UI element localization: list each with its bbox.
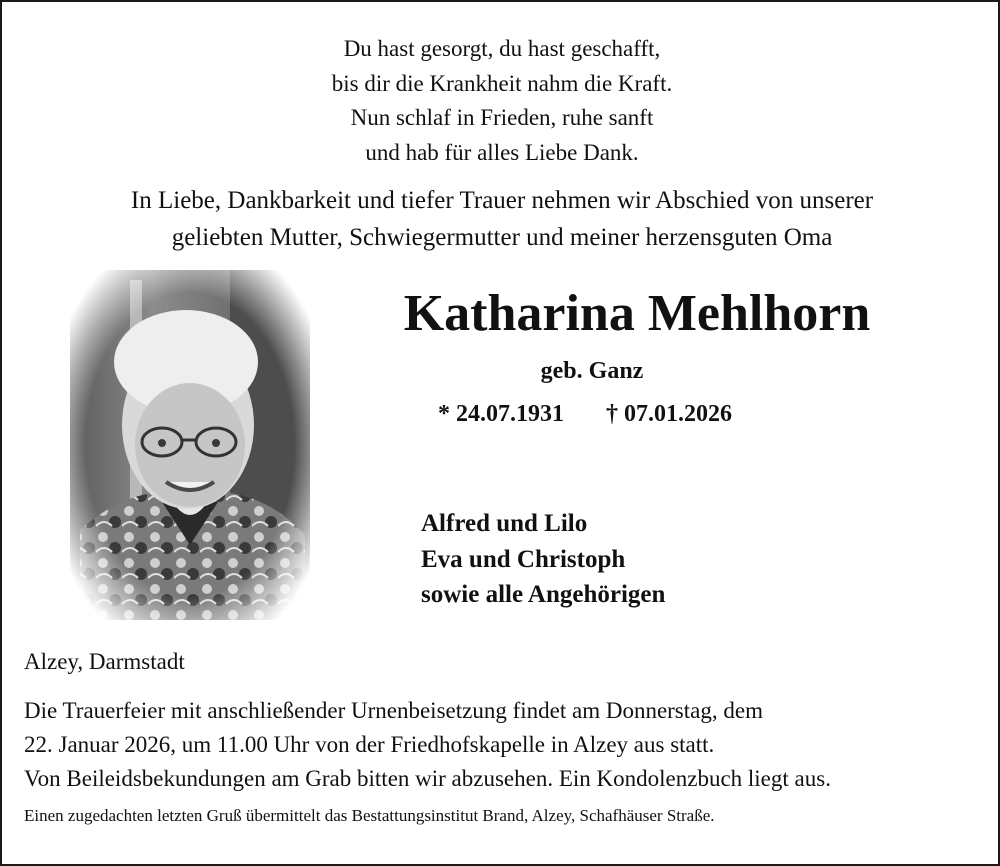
death-date: † 07.01.2026 <box>606 401 732 427</box>
poem-line: bis dir die Krankheit nahm die Kraft. <box>331 70 673 96</box>
survivor-entry: Eva und Christoph <box>421 545 626 573</box>
poem <box>2 32 1000 170</box>
poem-line: Du hast gesorgt, du hast geschafft, <box>343 36 661 61</box>
survivor-entry: Alfred und Lilo <box>421 510 588 537</box>
intro-line: In Liebe, Dankbarkeit und tiefer Trauer nehmen wir Abschied von unserer <box>130 187 874 214</box>
service-line: 22. Januar 2026, um 11.00 Uhr von der Friedhofskapelle in Alzey aus statt. <box>24 732 715 757</box>
birth-date: * 24.07.1931 <box>438 401 564 427</box>
poem-line: und hab für alles Liebe Dank. <box>365 139 639 165</box>
portrait-photo <box>70 270 310 620</box>
intro-text <box>2 182 1000 256</box>
service-line: Von Beileidsbekundungen am Grab bitten wir abzusehen. Ein Kondolenzbuch liegt aus. <box>24 766 831 791</box>
service-details <box>24 694 831 796</box>
survivor-entry: sowie alle Angehörigen <box>421 581 666 608</box>
poem-line: Nun schlaf in Frieden, ruhe sanft <box>350 105 654 130</box>
survivors-list <box>421 506 665 613</box>
intro-line: geliebten Mutter, Schwiegermutter und meiner herzensguten Oma <box>171 224 833 251</box>
place-line: Alzey, Darmstadt <box>24 649 185 674</box>
deceased-name: Katharina Mehlhorn <box>403 285 871 342</box>
service-line: Die Trauerfeier mit anschließender Urnenbeisetzung findet am Donnerstag, dem <box>24 698 763 723</box>
maiden-name: geb. Ganz <box>540 358 644 384</box>
undertaker-note: Einen zugedachten letzten Gruß übermittelt das Bestattungsinstitut Brand, Alzey, Schafhäuser Straße. <box>24 806 715 825</box>
